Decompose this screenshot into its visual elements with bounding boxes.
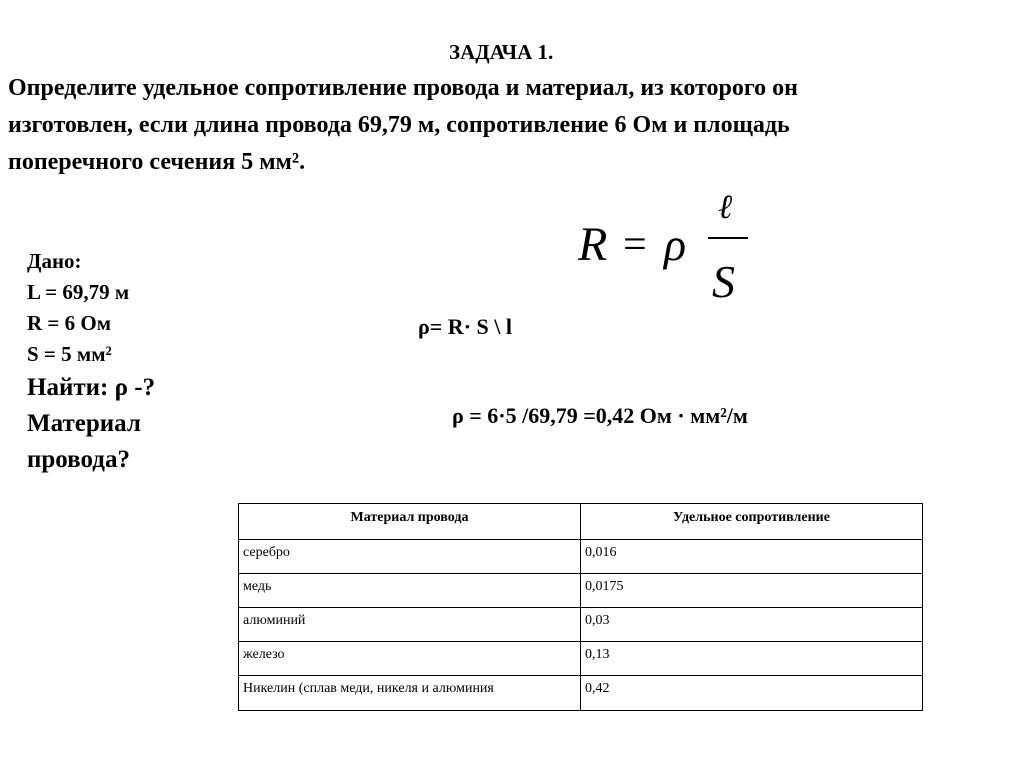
rearranged-formula: ρ= R· S \ l — [418, 314, 512, 339]
problem-line: поперечного сечения 5 мм². — [8, 149, 306, 175]
given-length: L = 69,79 м — [27, 280, 130, 304]
cell-material: медь — [239, 574, 581, 608]
given-area: S = 5 мм² — [27, 342, 112, 366]
find-rho: Найти: ρ -? — [27, 374, 156, 401]
cell-resistivity: 0,13 — [581, 642, 923, 676]
problem-line: изготовлен, если длина провода 69,79 м, сопротивление 6 Ом и площадь — [8, 112, 790, 138]
table-row — [239, 608, 923, 642]
header-material: Материал провода — [239, 504, 581, 540]
formula-equals: = — [623, 222, 647, 268]
find-material-line1: Материал — [27, 410, 141, 437]
formula-numerator: ℓ — [718, 189, 733, 226]
cell-material: железо — [239, 642, 581, 676]
cell-resistivity: 0,42 — [581, 676, 923, 711]
cell-resistivity: 0,016 — [581, 540, 923, 574]
problem-line: Определите удельное сопротивление провода и материал, из которого он — [8, 75, 798, 101]
cell-resistivity: 0,03 — [581, 608, 923, 642]
task-title: ЗАДАЧА 1. — [449, 40, 554, 64]
table-row — [239, 676, 923, 711]
resistance-formula — [568, 182, 768, 302]
given-heading: Дано: — [27, 249, 82, 273]
cell-material: Никелин (сплав меди, никеля и алюминия — [239, 676, 581, 711]
resistivity-table — [238, 503, 923, 711]
given-section — [27, 246, 155, 478]
formula-denominator: S — [712, 256, 735, 302]
calculation-result: ρ = 6·5 /69,79 =0,42 Ом · мм²/м — [452, 403, 748, 428]
formula-rho: ρ — [664, 219, 687, 270]
table-row — [239, 540, 923, 574]
problem-statement — [8, 70, 798, 181]
find-material-line2: провода? — [27, 446, 130, 473]
header-resistivity: Удельное сопротивление — [581, 504, 923, 540]
cell-material: серебро — [239, 540, 581, 574]
given-resistance: R = 6 Ом — [27, 311, 112, 335]
formula-lhs: R — [578, 218, 608, 271]
table-row — [239, 642, 923, 676]
table-header-row — [239, 504, 923, 540]
table-row — [239, 574, 923, 608]
cell-material: алюминий — [239, 608, 581, 642]
cell-resistivity: 0,0175 — [581, 574, 923, 608]
